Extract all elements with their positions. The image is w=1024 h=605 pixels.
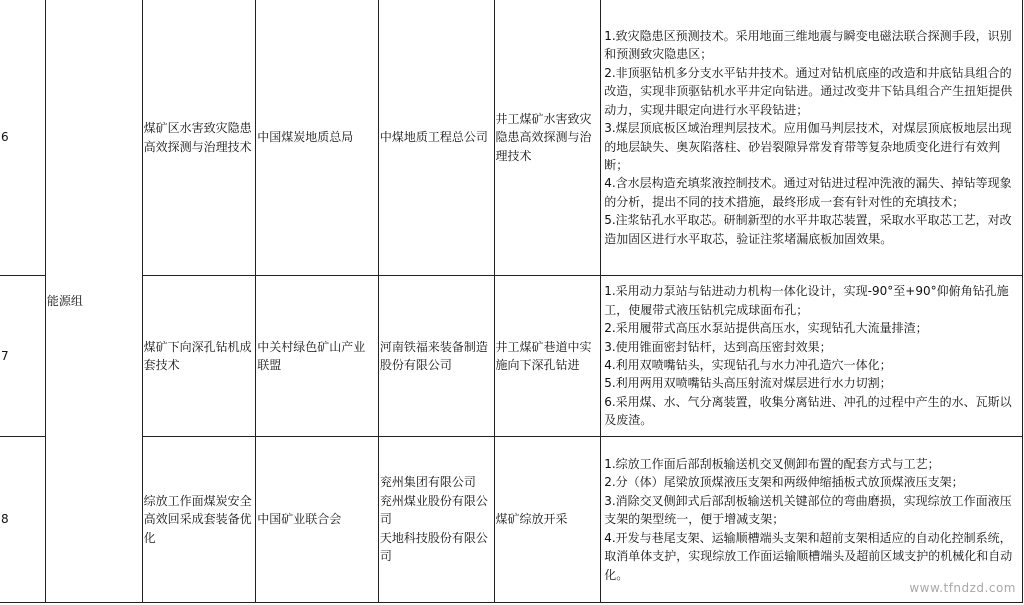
- application-scope: 煤矿综放开采: [494, 437, 601, 603]
- technical-details: [601, 276, 1023, 437]
- detail-item: 3.使用锥面密封钻杆，达到高压密封效果；: [604, 339, 832, 354]
- detail-item: 4.利用双喷嘴钻头，实现钻孔与水力冲孔造穴一体化；: [604, 358, 892, 372]
- detail-item: 3.煤层顶底板区域治理判层技术。应用伽马判层技术，对煤层顶底板地层出现的地层缺失、奥灰陷落柱、砂岩裂隙异常发育带等复杂地质变化进行有效判断；: [604, 121, 1012, 172]
- technical-details: [601, 0, 1023, 276]
- detail-item: 1.采用动力泵站与钻进动力机构一体化设计，实现-90°至+90°仰俯角钻孔施工，使履带式液压钻机完成球面布孔；: [604, 284, 1009, 317]
- technical-details: [601, 437, 1023, 603]
- detail-item: 2.分（体）尾梁放顶煤液压支架和两级伸缩插板式放顶煤液压支架；: [604, 475, 964, 490]
- organization-line: 天地科技股份有限公司: [379, 530, 488, 564]
- detail-item: 1.致灾隐患区预测技术。采用地面三维地震与瞬变电磁法联合探测手段，识别和预测致灾隐患区；: [604, 29, 1012, 62]
- owner-organization: [378, 0, 494, 276]
- recommending-unit: 中国煤炭地质总局: [256, 0, 379, 276]
- organization-line: 中煤地质工程总公司: [379, 130, 488, 145]
- watermark: www.tfndzd.com: [909, 581, 1016, 595]
- row-number: 6: [0, 0, 45, 276]
- table-row: [0, 0, 1023, 276]
- row-number: 7: [0, 276, 45, 437]
- row-number: 8: [0, 437, 45, 603]
- table-row: [0, 276, 1023, 437]
- detail-item: 4.含水层构造充填浆液控制技术。通过对钻进过程冲洗液的漏失、掉钻等现象的分析，提出不同的技术措施，最终形成一套有针对性的充填技术；: [604, 176, 1012, 209]
- detail-item: 2.非顶驱钻机多分支水平钻井技术。通过对钻机底座的改造和井底钻具组合的改造，实现非顶驱钻机水平井定向钻进。通过改变井下钻具组合产生扭矩提供动力，实现井眼定向进行水平段钻进；: [604, 65, 1013, 117]
- technology-name: 煤矿下向深孔钻机成套技术: [142, 276, 256, 437]
- technology-name: 综放工作面煤炭安全高效回采成套装备优化: [142, 437, 256, 603]
- recommending-unit: 中关村绿色矿山产业联盟: [256, 276, 379, 437]
- detail-item: 4.开发与巷尾支架、运输顺槽端头支架和超前支架相适应的自动化控制系统，取消单体支护，实现综放工作面运输顺槽端头及超前区域支护的机械化和自动化。: [604, 530, 1013, 582]
- organization-line: 河南铁福来装备制造股份有限公司: [379, 339, 488, 372]
- table-row: [0, 437, 1023, 603]
- owner-organization: [378, 276, 494, 437]
- organization-line: 兖州集团有限公司: [379, 475, 476, 490]
- detail-item: 5.注浆钻孔水平取芯。研制新型的水平井取芯装置，采取水平取芯工艺，对改造加固区进行水平取芯，验证注浆堵漏底板加固效果。: [604, 213, 1012, 246]
- detail-item: 5.利用两用双喷嘴钻头高压射流对煤层进行水力切割；: [604, 376, 892, 391]
- owner-organization: [378, 437, 494, 603]
- technology-name: 煤矿区水害致灾隐患高效探测与治理技术: [142, 0, 256, 276]
- group-cell: 能源组: [45, 0, 142, 603]
- detail-item: 3.消除交叉侧卸式后部刮板输送机关键部位的弯曲磨损，实现综放工作面液压支架的架型统一，便于增减支架；: [604, 493, 1012, 527]
- detail-item: 6.采用煤、水、气分离装置，收集分离钻进、冲孔的过程中产生的水、瓦斯以及废渣。: [604, 394, 1012, 428]
- detail-item: 2.采用履带式高压水泵站提供高压水，实现钻孔大流量排渣；: [604, 321, 928, 336]
- application-scope: 井工煤矿巷道中实施向下深孔钻进: [494, 276, 601, 437]
- recommending-unit: 中国矿业联合会: [256, 437, 379, 603]
- detail-item: 1.综放工作面后部刮板输送机交叉侧卸布置的配套方式与工艺；: [604, 457, 940, 472]
- application-scope: 井工煤矿水害致灾隐患高效探测与治理技术: [494, 0, 601, 276]
- organization-line: 兖州煤业股份有限公司: [379, 493, 488, 527]
